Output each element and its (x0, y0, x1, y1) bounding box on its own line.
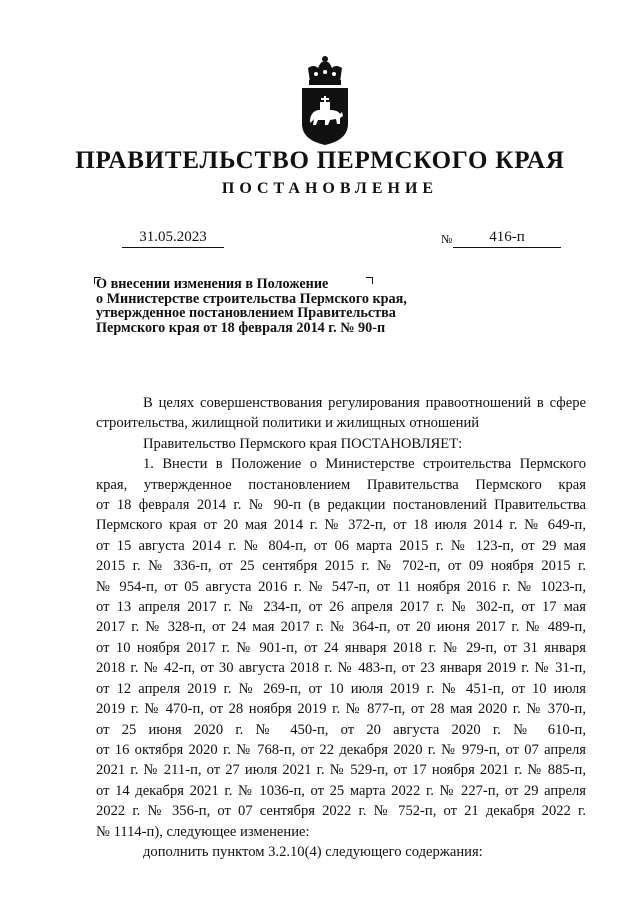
item1-line: от 18 февраля 2014 г. № 90-п (в редакции постановлений Правительства (96, 497, 586, 514)
document-body (96, 393, 586, 862)
item1-line: 2019 г. № 470-п, от 28 ноября 2019 г. № 877-п, от 28 мая 2020 г. № 370-п, (96, 701, 586, 718)
item1-line: 2021 г. № 211-п, от 27 июля 2021 г. № 529-п, от 17 ноября 2021 г. № 885-п, (96, 762, 586, 779)
item1-line: от 14 декабря 2021 г. № 1036-п, от 25 марта 2022 г. № 227-п, от 29 апреля (96, 782, 586, 799)
item1-line: Пермского края от 20 мая 2014 г. № 372-п, от 18 июля 2014 г. № 649-п, (96, 517, 586, 534)
item1-line: 2018 г. № 42-п, от 30 августа 2018 г. № 483-п, от 23 января 2019 г. № 31-п, (96, 660, 586, 677)
subject-line: О внесении изменения в Положение (96, 276, 329, 292)
government-title: ПРАВИТЕЛЬСТВО ПЕРМСКОГО КРАЯ (75, 147, 565, 174)
item1-line: 1. Внести в Положение о Министерстве строительства Пермского (143, 456, 586, 473)
item1-line: № 954-п, от 05 августа 2016 г. № 547-п, от 11 ноября 2016 г. № 1023-п, (96, 578, 586, 595)
item1-line: от 13 апреля 2017 г. № 234-п, от 26 апреля 2017 г. № 302-п, от 17 мая (96, 599, 586, 616)
subject-line: о Министерстве строительства Пермского края, (96, 290, 407, 307)
subject-line: утвержденное постановлением Правительства (96, 305, 396, 321)
item1-line: 2017 г. № 328-п, от 24 мая 2017 г. № 364-п, от 20 июня 2017 г. № 489-п, (96, 619, 586, 636)
supplement-line: дополнить пунктом 3.2.10(4) следующего содержания: (143, 843, 483, 860)
item1-line: от 12 апреля 2019 г. № 269-п, от 10 июля 2019 г. № 451-п, от 10 июля (96, 680, 586, 697)
document-date: 31.05.2023 (122, 228, 224, 248)
item1-line: от 10 ноября 2017 г. № 901-п, от 24 января 2018 г. № 29-п, от 31 января (96, 639, 586, 656)
subject-line: Пермского края от 18 февраля 2014 г. № 90-п (96, 319, 386, 336)
document-type-title: ПОСТАНОВЛЕНИЕ (221, 180, 439, 197)
resolves-line: Правительство Пермского края ПОСТАНОВЛЯЕТ: (143, 435, 463, 452)
document-subject (96, 277, 456, 335)
item1-line: 2022 г. № 356-п, от 07 сентября 2022 г. № 752-п, от 21 декабря 2022 г. (96, 803, 586, 820)
item1-line: от 15 августа 2014 г. № 804-п, от 06 марта 2015 г. № 123-п, от 29 мая (96, 537, 586, 554)
number-sign: № (441, 232, 453, 246)
item1-line: № 1114-п), следующее изменение: (96, 823, 310, 840)
perm-krai-coat-of-arms-icon (296, 52, 354, 146)
item1-line: 2015 г. № 336-п, от 25 сентября 2015 г. № 702-п, от 09 ноября 2015 г. (96, 558, 586, 575)
document-number: 416-п (453, 228, 561, 248)
intro-line: строительства, жилищной политики и жилищных отношений (96, 415, 480, 432)
item1-line: края, утвержденное постановлением Правительства Пермского края (96, 476, 586, 493)
item1-line: от 25 июня 2020 г. № 450-п, от 20 августа 2020 г. № 610-п, (96, 721, 586, 738)
item1-line: от 16 октября 2020 г. № 768-п, от 22 декабря 2020 г. № 979-п, от 07 апреля (96, 741, 586, 758)
intro-line: В целях совершенствования регулирования правоотношений в сфере (143, 395, 586, 411)
